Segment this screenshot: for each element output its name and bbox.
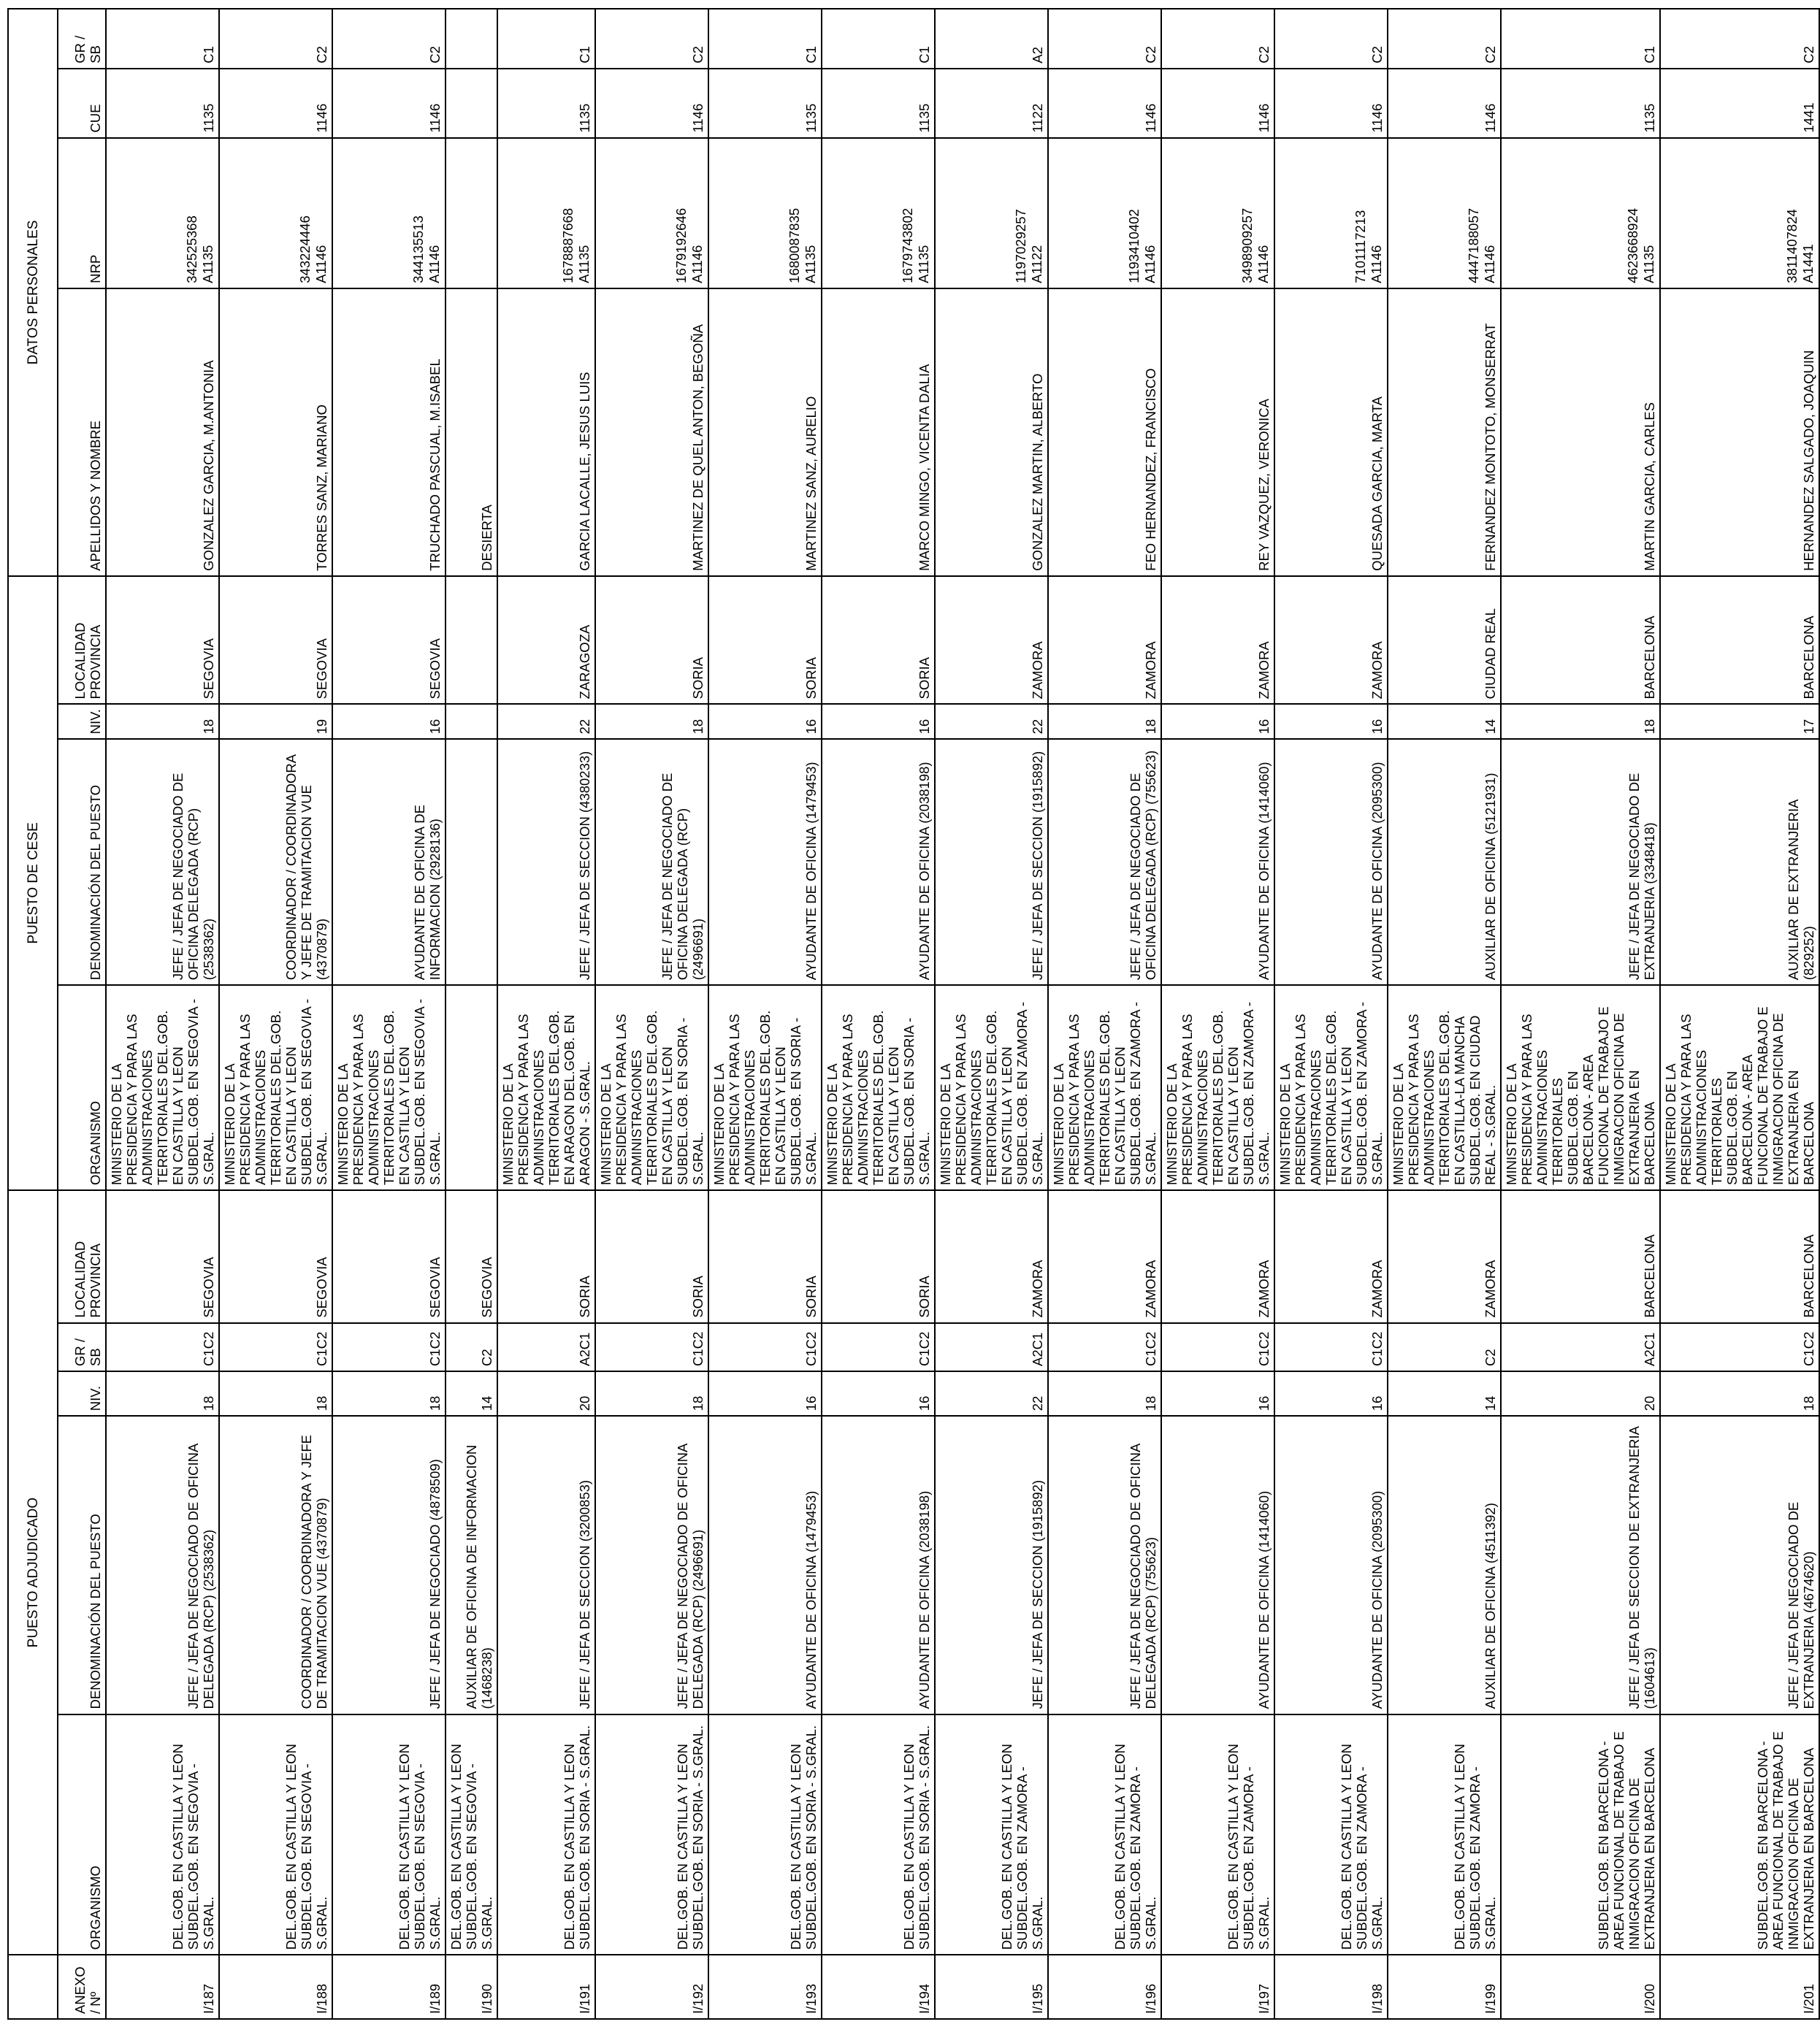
niv-cell: 22	[935, 1371, 1048, 1416]
organismo-cell: DEL.GOB. EN CASTILLA Y LEON SUBDEL.GOB. EN SORIA - S.GRAL.	[708, 1714, 822, 1955]
cue-cell: 1135	[497, 69, 595, 138]
nrp-code: A1146	[1142, 245, 1158, 283]
gr-sb-cell: C1C2	[106, 1323, 219, 1371]
col-anexo: ANEXO / Nº	[58, 1955, 106, 2019]
niv-cell: 16	[822, 1371, 935, 1416]
cue-cell: 1135	[822, 69, 935, 138]
cue-cell: 1122	[935, 69, 1048, 138]
apellidos-nombre-cell: FERNANDEZ MONTOTO, MONSERRAT	[1388, 288, 1501, 576]
organismo-cell: DEL.GOB. EN CASTILLA Y LEON SUBDEL.GOB. EN ZAMORA - S.GRAL.	[935, 1714, 1048, 1955]
anexo-cell: I/198	[1274, 1955, 1388, 2019]
nrp-number: 1679743802	[900, 207, 915, 283]
cese-denominacion-cell: AUXILIAR DE EXTRANJERIA (829252)	[1660, 739, 1819, 985]
organismo-cell: DEL.GOB. EN CASTILLA Y LEON SUBDEL.GOB. EN SEGOVIA - S.GRAL.	[446, 1714, 497, 1955]
organismo-cell: DEL.GOB. EN CASTILLA Y LEON SUBDEL.GOB. EN SORIA - S.GRAL.	[595, 1714, 708, 1955]
apellidos-nombre-cell: DESIERTA	[446, 288, 497, 576]
table-row	[1274, 9, 1388, 2019]
cue-cell: 1146	[219, 69, 332, 138]
nrp-code: A1146	[1482, 245, 1497, 283]
cese-niv-cell: 18	[595, 704, 708, 739]
table-row	[1660, 9, 1819, 2019]
cese-organismo-cell: MINISTERIO DE LA PRESIDENCIA Y PARA LAS ADMINISTRACIONES TERRITORIALES DEL.GOB. EN ARAGON DEL.GOB. EN ARAGON - S.GRAL.	[497, 985, 595, 1190]
localidad-cell: SEGOVIA	[446, 1190, 497, 1323]
apellidos-nombre-cell: HERNANDEZ SALGADO, JOAQUIN	[1660, 288, 1819, 576]
nrp-cell	[1048, 138, 1161, 288]
cese-denominacion-cell: JEFE / JEFA DE NEGOCIADO DE OFICINA DELEGADA (RCP) (2496691)	[595, 739, 708, 985]
anexo-cell: I/200	[1501, 1955, 1660, 2019]
cese-denominacion-cell: AYUDANTE DE OFICINA (2095300)	[1274, 739, 1388, 985]
organismo-cell: DEL.GOB. EN CASTILLA Y LEON SUBDEL.GOB. EN SORIA - S.GRAL.	[497, 1714, 595, 1955]
personal-gr-sb-cell: C1	[1501, 9, 1660, 69]
organismo-cell: DEL.GOB. EN CASTILLA Y LEON SUBDEL.GOB. EN SORIA - S.GRAL.	[822, 1714, 935, 1955]
col-organismo: ORGANISMO	[58, 1714, 106, 1955]
localidad-cell: ZAMORA	[1388, 1190, 1501, 1323]
table-row	[219, 9, 332, 2019]
personal-gr-sb-cell: C2	[219, 9, 332, 69]
nrp-code: A1146	[1369, 245, 1384, 283]
nrp-cell	[1161, 138, 1274, 288]
personal-gr-sb-cell	[446, 9, 497, 69]
cese-niv-cell	[446, 704, 497, 739]
gr-sb-cell: C2	[446, 1323, 497, 1371]
apellidos-nombre-cell: MARTIN GARCIA, CARLES	[1501, 288, 1660, 576]
col-denominacion: DENOMINACIÓN DEL PUESTO	[58, 1416, 106, 1714]
cese-organismo-cell: MINISTERIO DE LA PRESIDENCIA Y PARA LAS ADMINISTRACIONES TERRITORIALES DEL.GOB. EN CASTILLA Y LEON SUBDEL.GOB. EN ZAMORA - S.GRAL.	[1161, 985, 1274, 1190]
nrp-code: A1122	[1029, 245, 1044, 283]
cue-cell: 1146	[1274, 69, 1388, 138]
anexo-cell: I/193	[708, 1955, 822, 2019]
anexo-cell: I/196	[1048, 1955, 1161, 2019]
cese-niv-cell: 17	[1660, 704, 1819, 739]
gr-sb-cell: C1C2	[822, 1323, 935, 1371]
apellidos-nombre-cell: MARTINEZ SANZ, AURELIO	[708, 288, 822, 576]
cese-denominacion-cell: JEFE / JEFA DE NEGOCIADO DE EXTRANJERIA (3348418)	[1501, 739, 1660, 985]
denominacion-cell: AYUDANTE DE OFICINA (1479453)	[708, 1416, 822, 1714]
localidad-cell: SEGOVIA	[219, 1190, 332, 1323]
cese-niv-cell: 14	[1388, 704, 1501, 739]
cue-cell: 1441	[1660, 69, 1819, 138]
nrp-number: 7101117213	[1353, 210, 1368, 283]
personal-gr-sb-cell: C1	[708, 9, 822, 69]
nrp-number: 1678887668	[560, 207, 576, 283]
cese-denominacion-cell: AYUDANTE DE OFICINA (2038198)	[822, 739, 935, 985]
cese-localidad-cell: SORIA	[595, 576, 708, 705]
cese-localidad-cell: ZAMORA	[1274, 576, 1388, 705]
cese-denominacion-cell: COORDINADOR / COORDINADORA Y JEFE DE TRAMITACION VUE (4370879)	[219, 739, 332, 985]
group-datos-personales: DATOS PERSONALES	[8, 9, 58, 576]
nrp-number: 4447188057	[1466, 207, 1481, 283]
cue-cell: 1146	[1048, 69, 1161, 138]
anexo-cell: I/195	[935, 1955, 1048, 2019]
cese-localidad-cell: ZAMORA	[935, 576, 1048, 705]
organismo-cell: DEL.GOB. EN CASTILLA Y LEON SUBDEL.GOB. EN SEGOVIA - S.GRAL.	[332, 1714, 446, 1955]
localidad-cell: SORIA	[822, 1190, 935, 1323]
cese-niv-cell: 18	[1048, 704, 1161, 739]
nrp-number: 343224446	[297, 215, 313, 283]
personal-gr-sb-cell: C2	[1048, 9, 1161, 69]
cese-organismo-cell: MINISTERIO DE LA PRESIDENCIA Y PARA LAS ADMINISTRACIONES TERRITORIALES DEL.GOB. EN CASTILLA Y LEON SUBDEL.GOB. EN SORIA - S.GRAL.	[595, 985, 708, 1190]
anexo-cell: I/201	[1660, 1955, 1819, 2019]
nrp-number: 344135513	[410, 215, 426, 283]
denominacion-cell: AUXILIAR DE OFICINA DE INFORMACION (1468238)	[446, 1416, 497, 1714]
gr-sb-cell: C1C2	[1048, 1323, 1161, 1371]
col-personal-gr-sb: GR / SB	[58, 9, 106, 69]
nrp-code: A1146	[427, 245, 442, 283]
cese-niv-cell: 18	[1501, 704, 1660, 739]
nrp-cell	[106, 138, 219, 288]
table-row	[497, 9, 595, 2019]
cese-organismo-cell: MINISTERIO DE LA PRESIDENCIA Y PARA LAS ADMINISTRACIONES TERRITORIALES DEL.GOB. EN CASTILLA Y LEON SUBDEL.GOB. EN ZAMORA - S.GRAL.	[935, 985, 1048, 1190]
cese-denominacion-cell: JEFE / JEFA DE NEGOCIADO DE OFICINA DELEGADA (RCP) (2538362)	[106, 739, 219, 985]
niv-cell: 16	[1161, 1371, 1274, 1416]
col-cese-organismo: ORGANISMO	[58, 985, 106, 1190]
denominacion-cell: JEFE / JEFA DE NEGOCIADO DE OFICINA DELEGADA (RCP) (2496691)	[595, 1416, 708, 1714]
nrp-code: A1135	[576, 245, 592, 283]
cue-cell: 1146	[332, 69, 446, 138]
organismo-cell: DEL.GOB. EN CASTILLA Y LEON SUBDEL.GOB. EN SEGOVIA - S.GRAL.	[106, 1714, 219, 1955]
denominacion-cell: JEFE / JEFA DE SECCION DE EXTRANJERIA (1604613)	[1501, 1416, 1660, 1714]
denominacion-cell: JEFE / JEFA DE NEGOCIADO DE OFICINA DELEGADA (RCP) (2538362)	[106, 1416, 219, 1714]
cue-cell: 1135	[708, 69, 822, 138]
nrp-cell	[332, 138, 446, 288]
personal-gr-sb-cell: C2	[332, 9, 446, 69]
cue-cell: 1146	[595, 69, 708, 138]
cese-denominacion-cell: AYUDANTE DE OFICINA (1479453)	[708, 739, 822, 985]
personal-gr-sb-cell: C2	[595, 9, 708, 69]
localidad-cell: BARCELONA	[1660, 1190, 1819, 1323]
niv-cell: 18	[219, 1371, 332, 1416]
cese-organismo-cell: MINISTERIO DE LA PRESIDENCIA Y PARA LAS ADMINISTRACIONES TERRITORIALES SUBDEL.GOB. EN BARCELONA - AREA FUNCIONAL DE TRABAJO E INMIGRACION OFICINA DE EXTRANJERIA EN BARCELONA	[1660, 985, 1819, 1190]
organismo-cell: DEL.GOB. EN CASTILLA Y LEON SUBDEL.GOB. EN ZAMORA - S.GRAL.	[1388, 1714, 1501, 1955]
cue-cell	[446, 69, 497, 138]
denominacion-cell: JEFE / JEFA DE NEGOCIADO DE OFICINA DELEGADA (RCP) (755623)	[1048, 1416, 1161, 1714]
cese-niv-cell: 16	[708, 704, 822, 739]
cue-cell: 1146	[1388, 69, 1501, 138]
nrp-code: A1441	[1800, 244, 1816, 283]
apellidos-nombre-cell: QUESADA GARCIA, MARTA	[1274, 288, 1388, 576]
cese-organismo-cell	[446, 985, 497, 1190]
nrp-code: A1135	[803, 245, 818, 283]
gr-sb-cell: C1C2	[332, 1323, 446, 1371]
personal-gr-sb-cell: C2	[1161, 9, 1274, 69]
niv-cell: 18	[106, 1371, 219, 1416]
cese-organismo-cell: MINISTERIO DE LA PRESIDENCIA Y PARA LAS ADMINISTRACIONES TERRITORIALES DEL.GOB. EN CASTILLA Y LEON SUBDEL.GOB. EN ZAMORA - S.GRAL.	[1274, 985, 1388, 1190]
anexo-cell: I/197	[1161, 1955, 1274, 2019]
denominacion-cell: AYUDANTE DE OFICINA (2095300)	[1274, 1416, 1388, 1714]
cese-organismo-cell: MINISTERIO DE LA PRESIDENCIA Y PARA LAS ADMINISTRACIONES TERRITORIALES DEL.GOB. EN CASTILLA Y LEON SUBDEL.GOB. EN SEGOVIA - S.GRAL.	[332, 985, 446, 1190]
gr-sb-cell: A2C1	[497, 1323, 595, 1371]
cue-cell: 1135	[106, 69, 219, 138]
personal-gr-sb-cell: C2	[1388, 9, 1501, 69]
table-row	[708, 9, 822, 2019]
cue-cell: 1146	[1161, 69, 1274, 138]
cese-localidad-cell: ZAMORA	[1161, 576, 1274, 705]
gr-sb-cell: C1C2	[1274, 1323, 1388, 1371]
cese-localidad-cell: CIUDAD REAL	[1388, 576, 1501, 705]
col-cese-localidad: LOCALIDAD PROVINCIA	[58, 576, 106, 705]
nrp-cell	[595, 138, 708, 288]
cese-denominacion-cell: JEFE / JEFA DE SECCION (1915892)	[935, 739, 1048, 985]
cese-localidad-cell: BARCELONA	[1660, 576, 1819, 705]
anexo-cell: I/192	[595, 1955, 708, 2019]
cese-niv-cell: 18	[106, 704, 219, 739]
niv-cell: 14	[1388, 1371, 1501, 1416]
gr-sb-cell: C1C2	[1660, 1323, 1819, 1371]
cese-niv-cell: 16	[332, 704, 446, 739]
localidad-cell: SEGOVIA	[106, 1190, 219, 1323]
cese-niv-cell: 16	[1274, 704, 1388, 739]
apellidos-nombre-cell: GONZALEZ GARCIA, M.ANTONIA	[106, 288, 219, 576]
cese-localidad-cell: SORIA	[708, 576, 822, 705]
col-niv: NIV.	[58, 1371, 106, 1416]
cese-denominacion-cell: AYUDANTE DE OFICINA DE INFORMACION (2928136)	[332, 739, 446, 985]
nrp-cell	[1660, 138, 1819, 288]
nrp-number: 1680087835	[787, 207, 802, 283]
nrp-code: A1146	[689, 245, 705, 283]
cese-localidad-cell: BARCELONA	[1501, 576, 1660, 705]
table-row	[822, 9, 935, 2019]
personal-gr-sb-cell: C1	[822, 9, 935, 69]
cese-denominacion-cell: AYUDANTE DE OFICINA (1414060)	[1161, 739, 1274, 985]
localidad-cell: SORIA	[595, 1190, 708, 1323]
localidad-cell: ZAMORA	[935, 1190, 1048, 1323]
denominacion-cell: JEFE / JEFA DE NEGOCIADO (4878509)	[332, 1416, 446, 1714]
niv-cell: 20	[497, 1371, 595, 1416]
table-row	[595, 9, 708, 2019]
organismo-cell: DEL.GOB. EN CASTILLA Y LEON SUBDEL.GOB. EN ZAMORA - S.GRAL.	[1161, 1714, 1274, 1955]
cese-localidad-cell: SEGOVIA	[106, 576, 219, 705]
table-row	[1388, 9, 1501, 2019]
nrp-code: A1135	[200, 245, 215, 283]
nrp-number: 1679192646	[673, 207, 689, 283]
denominacion-cell: JEFE / JEFA DE SECCION (1915892)	[935, 1416, 1048, 1714]
cese-localidad-cell: SEGOVIA	[219, 576, 332, 705]
apellidos-nombre-cell: TORRES SANZ, MARIANO	[219, 288, 332, 576]
cese-niv-cell: 22	[935, 704, 1048, 739]
table-row	[446, 9, 497, 2019]
cese-organismo-cell: MINISTERIO DE LA PRESIDENCIA Y PARA LAS ADMINISTRACIONES TERRITORIALES DEL.GOB. EN CASTILLA Y LEON SUBDEL.GOB. EN SORIA - S.GRAL.	[708, 985, 822, 1190]
anexo-cell: I/188	[219, 1955, 332, 2019]
nrp-cell	[822, 138, 935, 288]
cese-denominacion-cell	[446, 739, 497, 985]
col-cue: CUE	[58, 69, 106, 138]
apellidos-nombre-cell: REY VAZQUEZ, VERONICA	[1161, 288, 1274, 576]
table-row	[1161, 9, 1274, 2019]
cese-organismo-cell: MINISTERIO DE LA PRESIDENCIA Y PARA LAS ADMINISTRACIONES TERRITORIALES DEL.GOB. EN CASTILLA Y LEON SUBDEL.GOB. EN SEGOVIA - S.GRAL.	[219, 985, 332, 1190]
denominacion-cell: JEFE / JEFA DE NEGOCIADO DE EXTRANJERIA (4674620)	[1660, 1416, 1819, 1714]
table-row	[1501, 9, 1660, 2019]
nrp-cell	[1501, 138, 1660, 288]
denominacion-cell: JEFE / JEFA DE SECCION (3200853)	[497, 1416, 595, 1714]
nrp-cell	[935, 138, 1048, 288]
anexo-cell: I/194	[822, 1955, 935, 2019]
nrp-cell	[708, 138, 822, 288]
table-row	[1048, 9, 1161, 2019]
cese-organismo-cell: MINISTERIO DE LA PRESIDENCIA Y PARA LAS ADMINISTRACIONES TERRITORIALES SUBDEL.GOB. EN BARCELONA - AREA FUNCIONAL DE TRABAJO E INMIGRACION OFICINA DE EXTRANJERIA EN BARCELONA	[1501, 985, 1660, 1190]
nrp-number: 342525368	[184, 215, 199, 283]
cese-organismo-cell: MINISTERIO DE LA PRESIDENCIA Y PARA LAS ADMINISTRACIONES TERRITORIALES DEL.GOB. EN CASTILLA Y LEON SUBDEL.GOB. EN SORIA - S.GRAL.	[822, 985, 935, 1190]
nrp-number: 1197029257	[1013, 209, 1028, 283]
nrp-code: A1146	[1255, 245, 1271, 283]
gr-sb-cell: C1C2	[708, 1323, 822, 1371]
gr-sb-cell: C1C2	[219, 1323, 332, 1371]
apellidos-nombre-cell: MARTINEZ DE QUEL ANTON, BEGOÑA	[595, 288, 708, 576]
cue-cell: 1135	[1501, 69, 1660, 138]
table-row	[106, 9, 219, 2019]
cese-niv-cell: 16	[1161, 704, 1274, 739]
nrp-cell	[446, 138, 497, 288]
gr-sb-cell: C1C2	[1161, 1323, 1274, 1371]
denominacion-cell: AUXILIAR DE OFICINA (4511392)	[1388, 1416, 1501, 1714]
organismo-cell: DEL.GOB. EN CASTILLA Y LEON SUBDEL.GOB. EN ZAMORA - S.GRAL.	[1274, 1714, 1388, 1955]
col-cese-niv: NIV.	[58, 704, 106, 739]
cese-niv-cell: 16	[822, 704, 935, 739]
apellidos-nombre-cell: GARCIA LACALLE, JESUS LUIS	[497, 288, 595, 576]
cese-organismo-cell: MINISTERIO DE LA PRESIDENCIA Y PARA LAS ADMINISTRACIONES TERRITORIALES DEL.GOB. EN CASTILLA Y LEON SUBDEL.GOB. EN ZAMORA - S.GRAL.	[1048, 985, 1161, 1190]
col-gr-sb: GR / SB	[58, 1323, 106, 1371]
organismo-cell: DEL.GOB. EN CASTILLA Y LEON SUBDEL.GOB. EN ZAMORA - S.GRAL.	[1048, 1714, 1161, 1955]
cese-localidad-cell: ZARAGOZA	[497, 576, 595, 705]
group-puesto-adjudicado: PUESTO ADJUDICADO	[8, 1190, 58, 1955]
personal-gr-sb-cell: A2	[935, 9, 1048, 69]
localidad-cell: BARCELONA	[1501, 1190, 1660, 1323]
nrp-code: A1135	[916, 245, 931, 283]
gr-sb-cell: C1C2	[595, 1323, 708, 1371]
nrp-code: A1135	[1641, 245, 1656, 283]
cese-niv-cell: 22	[497, 704, 595, 739]
niv-cell: 16	[708, 1371, 822, 1416]
gr-sb-cell: A2C1	[1501, 1323, 1660, 1371]
cese-niv-cell: 19	[219, 704, 332, 739]
niv-cell: 18	[1660, 1371, 1819, 1416]
group-puesto-de-cese: PUESTO DE CESE	[8, 576, 58, 1190]
denominacion-cell: AYUDANTE DE OFICINA (1414060)	[1161, 1416, 1274, 1714]
cese-organismo-cell: MINISTERIO DE LA PRESIDENCIA Y PARA LAS ADMINISTRACIONES TERRITORIALES DEL.GOB. EN CASTILLA Y LEON SUBDEL.GOB. EN SEGOVIA - S.GRAL.	[106, 985, 219, 1190]
header-group-row	[8, 9, 58, 2019]
nrp-cell	[219, 138, 332, 288]
col-nrp: NRP	[58, 138, 106, 288]
niv-cell: 18	[332, 1371, 446, 1416]
anexo-cell: I/191	[497, 1955, 595, 2019]
cese-denominacion-cell: AUXILIAR DE OFICINA (5121931)	[1388, 739, 1501, 985]
nrp-cell	[1388, 138, 1501, 288]
anexo-cell: I/187	[106, 1955, 219, 2019]
localidad-cell: ZAMORA	[1161, 1190, 1274, 1323]
localidad-cell: SEGOVIA	[332, 1190, 446, 1323]
apellidos-nombre-cell: MARCO MINGO, VICENTA DALIA	[822, 288, 935, 576]
cese-localidad-cell: ZAMORA	[1048, 576, 1161, 705]
niv-cell: 20	[1501, 1371, 1660, 1416]
nrp-number: 3498909257	[1239, 207, 1255, 283]
personal-gr-sb-cell: C1	[497, 9, 595, 69]
anexo-cell: I/199	[1388, 1955, 1501, 2019]
group-anexo	[8, 1955, 58, 2019]
denominacion-cell: COORDINADOR / COORDINADORA Y JEFE DE TRAMITACION VUE (4370879)	[219, 1416, 332, 1714]
apellidos-nombre-cell: FEO HERNANDEZ, FRANCISCO	[1048, 288, 1161, 576]
col-localidad: LOCALIDAD PROVINCIA	[58, 1190, 106, 1323]
nrp-code: A1146	[313, 245, 329, 283]
anexo-cell: I/190	[446, 1955, 497, 2019]
cese-organismo-cell: MINISTERIO DE LA PRESIDENCIA Y PARA LAS ADMINISTRACIONES TERRITORIALES DEL.GOB. EN CASTILLA-LA MANCHA SUBDEL.GOB. EN CIUDAD REAL - S.GRAL.	[1388, 985, 1501, 1190]
localidad-cell: SORIA	[497, 1190, 595, 1323]
niv-cell: 18	[1048, 1371, 1161, 1416]
localidad-cell: ZAMORA	[1274, 1190, 1388, 1323]
nrp-number: 1193410402	[1126, 209, 1142, 283]
cese-denominacion-cell: JEFE / JEFA DE NEGOCIADO DE OFICINA DELEGADA (RCP) (755623)	[1048, 739, 1161, 985]
personal-gr-sb-cell: C2	[1274, 9, 1388, 69]
resolution-table	[7, 8, 1820, 2020]
personal-gr-sb-cell: C2	[1660, 9, 1819, 69]
gr-sb-cell: A2C1	[935, 1323, 1048, 1371]
col-apellidos-nombre: APELLIDOS Y NOMBRE	[58, 288, 106, 576]
nrp-cell	[1274, 138, 1388, 288]
cese-localidad-cell	[446, 576, 497, 705]
niv-cell: 16	[1274, 1371, 1388, 1416]
organismo-cell: DEL.GOB. EN CASTILLA Y LEON SUBDEL.GOB. EN SEGOVIA - S.GRAL.	[219, 1714, 332, 1955]
organismo-cell: SUBDEL.GOB. EN BARCELONA - AREA FUNCIONAL DE TRABAJO E INMIGRACION OFICINA DE EXTRANJERIA EN BARCELONA	[1660, 1714, 1819, 1955]
niv-cell: 14	[446, 1371, 497, 1416]
anexo-cell: I/189	[332, 1955, 446, 2019]
table-body	[106, 9, 1819, 2019]
localidad-cell: SORIA	[708, 1190, 822, 1323]
nrp-number: 3811407824	[1784, 209, 1800, 283]
cese-localidad-cell: SEGOVIA	[332, 576, 446, 705]
gr-sb-cell: C2	[1388, 1323, 1501, 1371]
cese-denominacion-cell: JEFE / JEFA DE SECCION (4380233)	[497, 739, 595, 985]
col-cese-denominacion: DENOMINACIÓN DEL PUESTO	[58, 739, 106, 985]
apellidos-nombre-cell: TRUCHADO PASCUAL, M.ISABEL	[332, 288, 446, 576]
table-row	[935, 9, 1048, 2019]
denominacion-cell: AYUDANTE DE OFICINA (2038198)	[822, 1416, 935, 1714]
organismo-cell: SUBDEL.GOB. EN BARCELONA - AREA FUNCIONAL DE TRABAJO E INMIGRACION OFICINA DE EXTRANJERIA EN BARCELONA	[1501, 1714, 1660, 1955]
nrp-number: 4623668924	[1625, 207, 1640, 283]
cese-localidad-cell: SORIA	[822, 576, 935, 705]
nrp-cell	[497, 138, 595, 288]
apellidos-nombre-cell: GONZALEZ MARTIN, ALBERTO	[935, 288, 1048, 576]
header-columns-row	[58, 9, 106, 2019]
localidad-cell: ZAMORA	[1048, 1190, 1161, 1323]
personal-gr-sb-cell: C1	[106, 9, 219, 69]
table-row	[332, 9, 446, 2019]
niv-cell: 18	[595, 1371, 708, 1416]
